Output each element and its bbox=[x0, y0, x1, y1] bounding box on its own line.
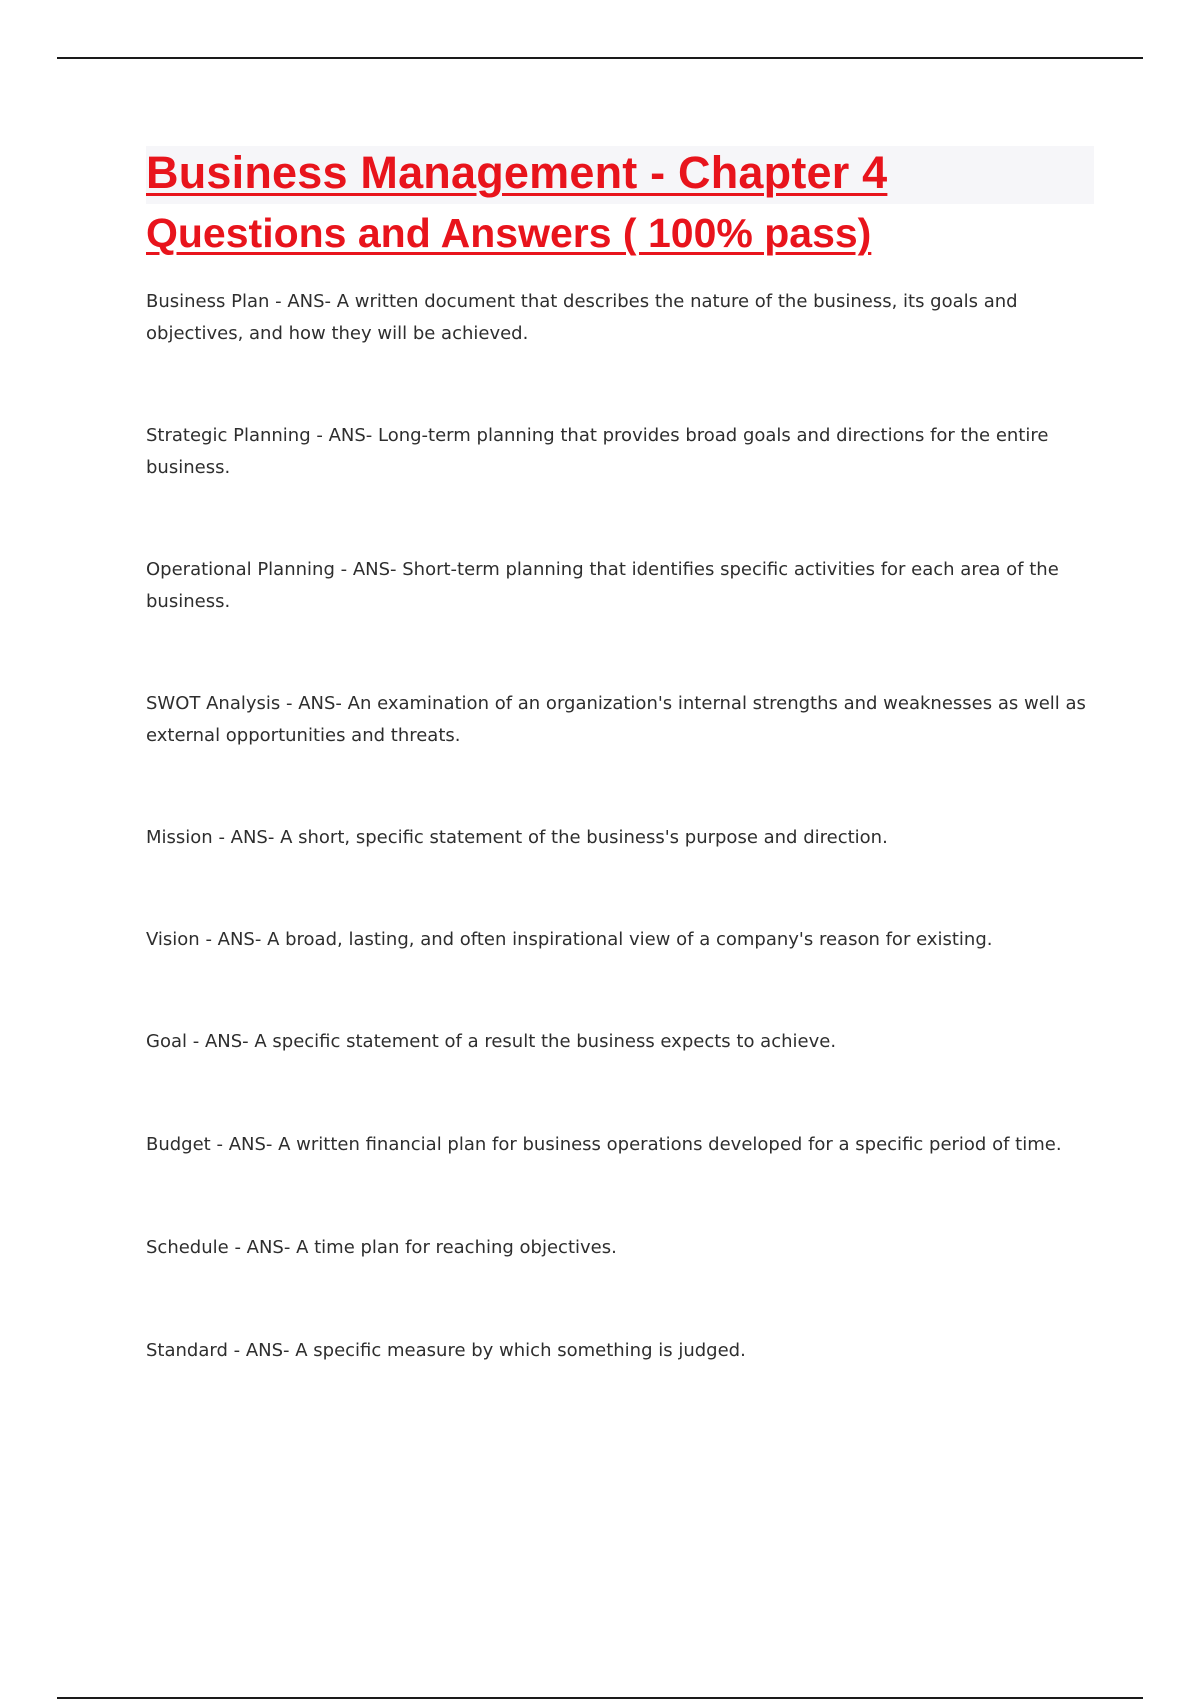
bottom-rule bbox=[57, 1697, 1143, 1699]
qa-separator: - ANS- bbox=[228, 1237, 297, 1258]
qa-separator: - ANS- bbox=[310, 425, 378, 446]
qa-separator: - ANS- bbox=[210, 1134, 279, 1155]
top-rule bbox=[57, 57, 1143, 59]
qa-term: Goal bbox=[146, 1031, 187, 1052]
qa-term: Mission bbox=[146, 827, 213, 848]
qa-answer: Short-term planning that identifies specific activities for each area of the business. bbox=[146, 559, 1059, 612]
qa-term: Vision bbox=[146, 929, 200, 950]
qa-term: Schedule bbox=[146, 1237, 229, 1258]
qa-item-swot-analysis bbox=[146, 688, 1086, 752]
qa-item-mission bbox=[146, 822, 1086, 854]
qa-separator: - ANS- bbox=[334, 559, 403, 580]
qa-item-strategic-planning bbox=[146, 420, 1086, 484]
qa-term: Strategic Planning bbox=[146, 425, 311, 446]
qa-item-schedule bbox=[146, 1232, 1086, 1264]
qa-separator: - ANS- bbox=[187, 1031, 255, 1052]
qa-term: Budget bbox=[146, 1134, 211, 1155]
qa-answer: A time plan for reaching objectives. bbox=[296, 1237, 617, 1258]
title-line-2-text: Questions and Answers ( 100% pass) bbox=[146, 210, 872, 256]
title-line-2 bbox=[146, 206, 1094, 260]
qa-item-budget bbox=[146, 1129, 1086, 1161]
qa-term: Business Plan bbox=[146, 291, 270, 312]
qa-item-business-plan bbox=[146, 286, 1086, 350]
qa-answer: A short, specific statement of the business's purpose and direction. bbox=[280, 827, 888, 848]
qa-answer: A specific measure by which something is judged. bbox=[295, 1340, 746, 1361]
document-title bbox=[146, 146, 1094, 260]
qa-answer: An examination of an organization's internal strengths and weaknesses as well as external opportunities and threats. bbox=[146, 693, 1086, 746]
qa-item-vision bbox=[146, 924, 1086, 956]
qa-term: SWOT Analysis bbox=[146, 693, 281, 714]
qa-item-standard bbox=[146, 1335, 1086, 1367]
qa-item-goal bbox=[146, 1026, 1086, 1058]
qa-separator: - ANS- bbox=[227, 1340, 296, 1361]
qa-answer: Long-term planning that provides broad goals and directions for the entire business. bbox=[146, 425, 1049, 478]
qa-separator: - ANS- bbox=[280, 693, 348, 714]
qa-answer: A written financial plan for business operations developed for a specific period of time. bbox=[278, 1134, 1062, 1155]
qa-separator: - ANS- bbox=[212, 827, 281, 848]
qa-answer: A specific statement of a result the business expects to achieve. bbox=[254, 1031, 837, 1052]
qa-item-operational-planning bbox=[146, 554, 1086, 618]
qa-separator: - ANS- bbox=[199, 929, 268, 950]
qa-term: Standard bbox=[146, 1340, 228, 1361]
title-line-1 bbox=[146, 146, 1094, 204]
qa-term: Operational Planning bbox=[146, 559, 335, 580]
qa-separator: - ANS- bbox=[269, 291, 337, 312]
qa-answer: A written document that describes the nature of the business, its goals and objectives, and how they will be achieved. bbox=[146, 291, 1018, 344]
qa-answer: A broad, lasting, and often inspirational view of a company's reason for existing. bbox=[267, 929, 993, 950]
title-line-1-text: Business Management - Chapter 4 bbox=[146, 147, 888, 198]
